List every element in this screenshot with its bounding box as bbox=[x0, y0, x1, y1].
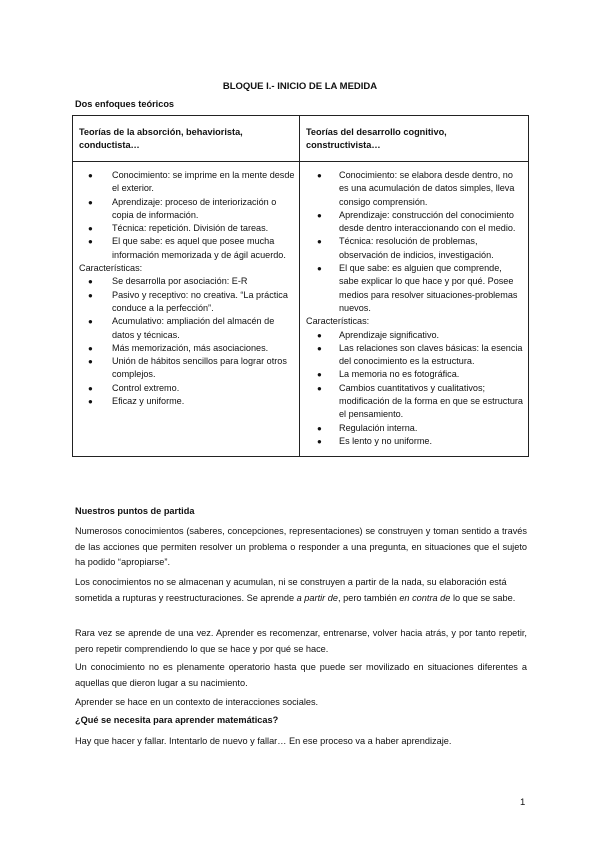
list-item: ● Conocimiento: se imprime en la mente desde el exterior. bbox=[88, 170, 295, 194]
col1-characteristics bbox=[77, 275, 295, 408]
list-item: ● Técnica: repetición. División de tareas. bbox=[112, 222, 295, 235]
bullet-icon: ● bbox=[317, 237, 322, 247]
table-heading-col2: Teorías del desarrollo cognitivo, constructivista… bbox=[306, 127, 447, 150]
list-item: ● Cambios cuantitativos y cualitativos; modificación de la forma en que se estructura el pensamiento. bbox=[317, 382, 523, 420]
bullet-icon: ● bbox=[317, 436, 322, 446]
col1-items bbox=[77, 169, 295, 262]
list-item: ● Más memorización, más asociaciones. bbox=[112, 342, 295, 355]
page-number: 1 bbox=[520, 797, 526, 808]
list-item: ● Conocimiento: se elabora desde dentro, no es una acumulación de datos simples, lleva consigo comprensión. bbox=[317, 170, 515, 207]
bullet-icon: ● bbox=[317, 343, 322, 353]
bullet-icon: ● bbox=[88, 197, 93, 207]
col2-characteristics bbox=[304, 329, 524, 449]
bullet-icon: ● bbox=[88, 383, 93, 393]
bullet-icon: ● bbox=[88, 317, 93, 327]
table-cell-col2 bbox=[300, 162, 528, 456]
bullet-icon: ● bbox=[88, 171, 93, 180]
bullet-icon: ● bbox=[317, 383, 322, 393]
paragraph-1: Numerosos conocimientos (saberes, concepciones, representaciones) se construyen y toman sentido a través de las acciones que permiten resolver un problema o responder a una pregunta, en situaciones que el sujeto ha podido “apropiarse”. bbox=[75, 526, 527, 567]
list-item: ● Pasivo y receptivo: no creativa. “La práctica conduce a la perfección”. bbox=[88, 289, 288, 313]
list-item: ● La memoria no es fotográfica. bbox=[339, 368, 524, 381]
bullet-icon: ● bbox=[88, 277, 93, 287]
table-heading-col1: Teorías de la absorción, behaviorista, conductista… bbox=[79, 127, 243, 150]
list-item: ● Es lento y no uniforme. bbox=[339, 435, 524, 448]
bullet-icon: ● bbox=[317, 370, 322, 380]
col2-items bbox=[304, 169, 524, 315]
list-item: ● Técnica: resolución de problemas, observación de indicios, investigación. bbox=[317, 236, 494, 260]
paragraph-3: Rara vez se aprende de una vez. Aprender es recomenzar, entrenarse, volver hacia atrás, y por tanto repetir, pero repetir comprendiendo lo que se hace y por qué se hace. bbox=[75, 628, 527, 654]
list-item: ● Las relaciones son claves básicas: la esencia del conocimiento es la estructura. bbox=[317, 342, 523, 367]
characteristics-label: Características: bbox=[306, 316, 370, 327]
paragraph-2: Los conocimientos no se almacenan y acumulan, ni se construyen a partir de la nada, su elaboración está sometida a rupturas y reestructuraciones. Se aprende a partir de, pero también en contra de lo que se sabe. bbox=[75, 577, 516, 603]
section-heading: Nuestros puntos de partida bbox=[75, 506, 195, 516]
list-item: ● El que sabe: es alguien que comprende, sabe explicar lo que hace y por qué. Posee medios para resolver situaciones-problemas nuevos. bbox=[317, 263, 518, 313]
bullet-icon: ● bbox=[88, 397, 93, 407]
table-cell-col1 bbox=[73, 162, 299, 416]
list-item: ● Acumulativo: ampliación del almacén de datos y técnicas. bbox=[88, 316, 275, 340]
document-subtitle: Dos enfoques teóricos bbox=[75, 99, 175, 109]
bullet-icon: ● bbox=[317, 210, 322, 220]
paragraph-5: Aprender se hace en un contexto de interacciones sociales. bbox=[75, 697, 319, 707]
list-item: ● Unión de hábitos sencillos para lograr otros complejos. bbox=[88, 356, 287, 380]
bullet-icon: ● bbox=[317, 171, 322, 180]
list-item: ● Eficaz y uniforme. bbox=[112, 395, 295, 408]
document-title: BLOQUE I.- INICIO DE LA MEDIDA bbox=[222, 81, 378, 92]
list-item: ● Aprendizaje: proceso de interiorización o copia de información. bbox=[88, 196, 277, 220]
bullet-icon: ● bbox=[88, 224, 93, 234]
bullet-icon: ● bbox=[88, 357, 93, 367]
comparison-table bbox=[72, 115, 529, 457]
bullet-icon: ● bbox=[88, 237, 93, 247]
list-item: ● El que sabe: es aquel que posee mucha información memorizada y de ágil acuerdo. bbox=[88, 236, 286, 260]
bullet-icon: ● bbox=[88, 290, 93, 300]
paragraph-6: Hay que hacer y fallar. Intentarlo de nuevo y fallar… En ese proceso va a haber aprendizaje. bbox=[75, 736, 452, 746]
characteristics-label: Características: bbox=[79, 263, 143, 274]
bullet-icon: ● bbox=[317, 330, 322, 340]
list-item: ● Aprendizaje: construcción del conocimiento desde dentro interaccionando con el medio. bbox=[317, 209, 516, 234]
list-item: ● Control extremo. bbox=[112, 382, 295, 395]
list-item: ● Aprendizaje significativo. bbox=[339, 329, 524, 342]
bullet-icon: ● bbox=[317, 423, 322, 433]
list-item: ● Regulación interna. bbox=[339, 422, 524, 435]
bullet-icon: ● bbox=[88, 343, 93, 353]
question-heading: ¿Qué se necesita para aprender matemáticas? bbox=[75, 715, 279, 725]
paragraph-4: Un conocimiento no es plenamente operatorio hasta que puede ser movilizado en situaciones diferentes a aquellas que dieron lugar a su nacimiento. bbox=[75, 662, 527, 688]
list-item: ● Se desarrolla por asociación: E-R bbox=[112, 275, 295, 288]
bullet-icon: ● bbox=[317, 264, 322, 274]
